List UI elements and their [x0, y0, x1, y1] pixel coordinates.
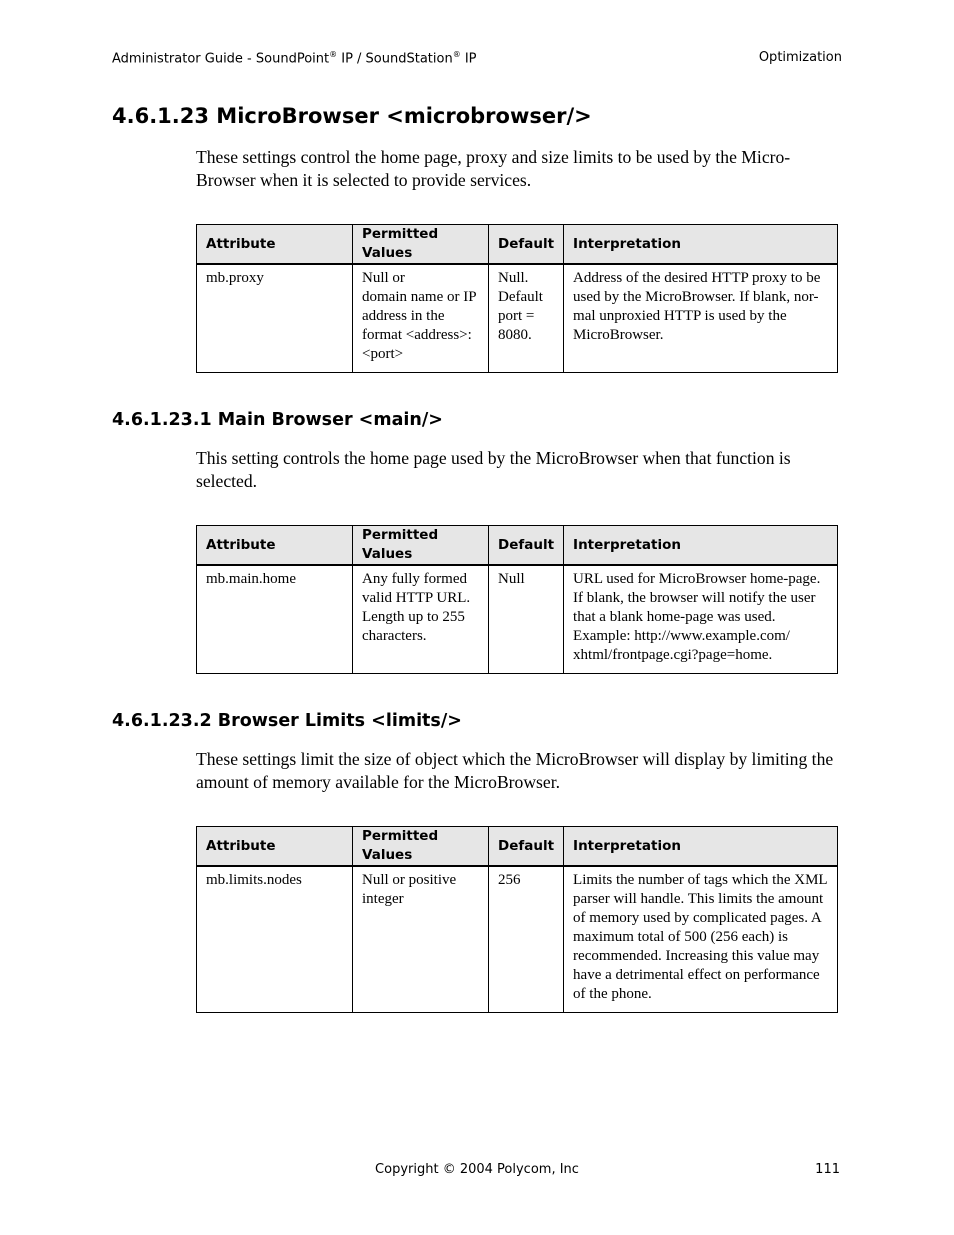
section-intro-microbrowser: These settings control the home page, proxy and size limits to be used by the Micro-Browser when it is selected to provide services. — [196, 147, 791, 190]
cell-default: Null — [489, 565, 564, 674]
section-heading-microbrowser: 4.6.1.23 MicroBrowser <microbrowser/> — [112, 104, 592, 128]
cell-attribute: mb.limits.nodes — [197, 866, 353, 1013]
section-intro-main-browser: This setting controls the home page used by the MicroBrowser when that function is selected. — [196, 448, 791, 491]
cell-default: 256 — [489, 866, 564, 1013]
cell-permitted-values: Null or domain name or IP address in the format <address>:<port> — [353, 264, 489, 373]
cell-attribute: mb.proxy — [197, 264, 353, 373]
column-header-default: Default — [489, 827, 564, 867]
column-header-attribute: Attribute — [197, 225, 353, 265]
column-header-interpretation: Interpretation — [564, 526, 838, 566]
cell-attribute: mb.main.home — [197, 565, 353, 674]
column-header-permitted-values: Permitted Values — [353, 225, 489, 265]
settings-table-browser-limits — [196, 826, 838, 1013]
page-number: 111 — [815, 1162, 840, 1177]
registered-mark: ® — [452, 50, 461, 59]
cell-permitted-values: Null or positive integer — [353, 866, 489, 1013]
cell-interpretation: URL used for MicroBrowser home-page. If blank, the browser will notify the user that a blank home-page was used. Example: http://www.example.com/ xhtml/frontpage.cgi?page=home. — [564, 565, 838, 674]
running-header-chapter: Optimization — [758, 50, 842, 65]
table-header-row — [197, 827, 838, 867]
table-header-row — [197, 225, 838, 265]
column-header-default: Default — [489, 526, 564, 566]
cell-interpretation: Limits the number of tags which the XML parser will handle. This limits the amount of memory used by complicated pages. A maximum total of 500 (256 each) is recommended. Increasing this value may have a detrimental effect on performance of the phone. — [564, 866, 838, 1013]
running-header-title: Administrator Guide - SoundPoint® IP / SoundStation® IP — [112, 50, 477, 67]
table-header-row — [197, 526, 838, 566]
table-row — [197, 565, 838, 674]
column-header-attribute: Attribute — [197, 827, 353, 867]
footer-copyright: Copyright © 2004 Polycom, Inc — [375, 1162, 579, 1177]
section-heading-main-browser: 4.6.1.23.1 Main Browser <main/> — [112, 410, 443, 430]
column-header-interpretation: Interpretation — [564, 225, 838, 265]
section-intro-browser-limits: These settings limit the size of object which the MicroBrowser will display by limiting the amount of memory available for the MicroBrowser. — [196, 749, 834, 792]
registered-mark: ® — [329, 50, 338, 59]
settings-table-microbrowser — [196, 224, 838, 373]
column-header-default: Default — [489, 225, 564, 265]
section-heading-browser-limits: 4.6.1.23.2 Browser Limits <limits/> — [112, 711, 462, 731]
settings-table-main-browser — [196, 525, 838, 674]
cell-default: Null. Default port = 8080. — [489, 264, 564, 373]
table-row — [197, 866, 838, 1013]
cell-interpretation: Address of the desired HTTP proxy to be used by the MicroBrowser. If blank, nor-mal unproxied HTTP is used by the MicroBrowser. — [564, 264, 838, 373]
column-header-attribute: Attribute — [197, 526, 353, 566]
cell-permitted-values: Any fully formed valid HTTP URL. Length up to 255 characters. — [353, 565, 489, 674]
column-header-permitted-values: Permitted Values — [353, 827, 489, 867]
table-row — [197, 264, 838, 373]
column-header-permitted-values: Permitted Values — [353, 526, 489, 566]
column-header-interpretation: Interpretation — [564, 827, 838, 867]
